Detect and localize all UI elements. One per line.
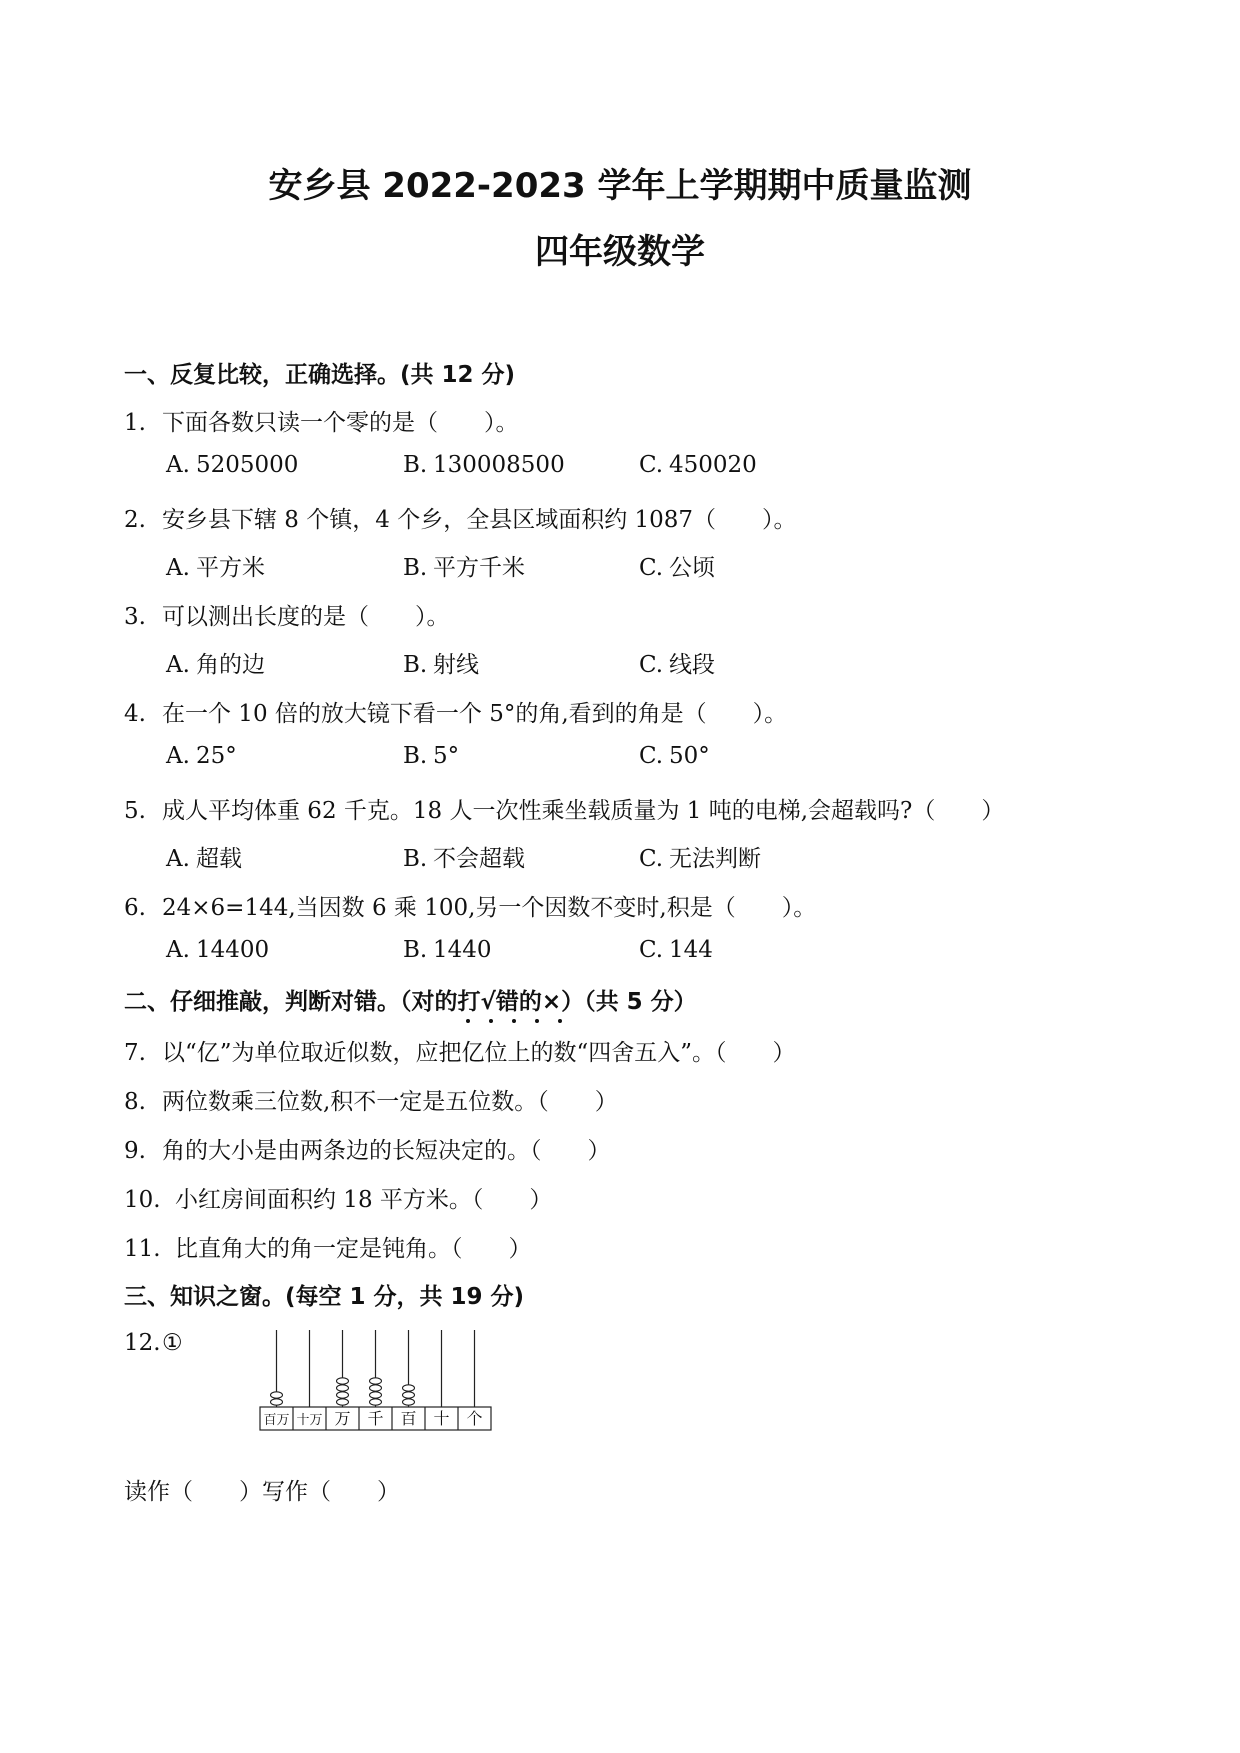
option-5b[interactable]: B. 不会超载 [403,846,525,872]
abacus-label: 百 [400,1409,417,1428]
abacus-bead [337,1378,349,1384]
abacus-bead [403,1392,415,1398]
option-1a[interactable]: A. 5205000 [166,452,299,478]
option-5c[interactable]: C. 无法判断 [639,846,761,872]
question-12: 12.① [124,1330,183,1356]
option-6c[interactable]: C. 144 [639,937,713,963]
question-1: 1. 下面各数只读一个零的是（ ）。 [124,410,519,436]
abacus-figure [258,1328,494,1432]
option-1b[interactable]: B. 130008500 [403,452,565,478]
abacus-bead [271,1399,283,1405]
abacus-label: 十 [433,1409,450,1428]
question-3: 3. 可以测出长度的是（ ）。 [124,604,450,630]
question-11: 11. 比直角大的角一定是钝角。（ ） [124,1236,532,1262]
option-5a[interactable]: A. 超载 [166,846,242,872]
option-2c[interactable]: C. 公顷 [639,555,715,581]
option-1c[interactable]: C. 450020 [639,452,757,478]
option-6b[interactable]: B. 1440 [403,937,492,963]
option-6a[interactable]: A. 14400 [166,937,270,963]
abacus-bead [403,1399,415,1405]
section-3-title: 三、知识之窗。(每空 1 分，共 19 分) [124,1284,525,1310]
abacus-bead [337,1392,349,1398]
abacus-bead [370,1399,382,1405]
section-1-title: 一、反复比较，正确选择。(共 12 分) [124,362,516,388]
abacus-label: 万 [334,1409,351,1428]
question-10: 10. 小红房间面积约 18 平方米。（ ） [124,1187,553,1213]
exam-subtitle: 四年级数学 [535,232,705,272]
option-4a[interactable]: A. 25° [166,743,237,769]
abacus-svg [258,1328,494,1432]
abacus-bead [337,1399,349,1405]
exam-title: 安乡县 2022-2023 学年上学期期中质量监测 [268,166,972,206]
option-3b[interactable]: B. 射线 [403,652,479,678]
abacus-bead [403,1385,415,1391]
question-8: 8. 两位数乘三位数,积不一定是五位数。（ ） [124,1089,618,1115]
option-3c[interactable]: C. 线段 [639,652,715,678]
answer-line: 读作（ ）写作（ ） [124,1479,400,1505]
abacus-label: 个 [466,1409,483,1428]
abacus-bead [370,1378,382,1384]
abacus-label: 十万 [296,1413,323,1428]
question-5: 5. 成人平均体重 62 千克。18 人一次性乘坐载质量为 1 吨的电梯,会超载吗?（ ） [124,798,1005,824]
question-7: 7. 以“亿”为单位取近似数，应把亿位上的数“四舍五入”。（ ） [124,1040,796,1066]
abacus-bead [337,1385,349,1391]
question-4: 4. 在一个 10 倍的放大镜下看一个 5°的角,看到的角是（ ）。 [124,701,788,727]
option-3a[interactable]: A. 角的边 [166,652,265,678]
question-9: 9. 角的大小是由两条边的长短决定的。（ ） [124,1138,611,1164]
section-2-title: 二、仔细推敲，判断对错。（对的打√错的× ）（共 5 分） [124,983,697,1016]
option-4c[interactable]: C. 50° [639,743,710,769]
abacus-label: 千 [367,1409,384,1428]
question-6: 6. 24×6=144,当因数 6 乘 100,另一个因数不变时,积是（ ）。 [124,895,817,921]
question-2: 2. 安乡县下辖 8 个镇，4 个乡，全县区域面积约 1087（ ）。 [124,507,797,533]
abacus-label: 百万 [263,1413,290,1428]
option-2b[interactable]: B. 平方千米 [403,555,525,581]
abacus-bead [271,1392,283,1398]
option-4b[interactable]: B. 5° [403,743,460,769]
abacus-bead [370,1392,382,1398]
abacus-bead [370,1385,382,1391]
emphasis-dots: 打√错的× [458,989,562,1015]
option-2a[interactable]: A. 平方米 [166,555,265,581]
